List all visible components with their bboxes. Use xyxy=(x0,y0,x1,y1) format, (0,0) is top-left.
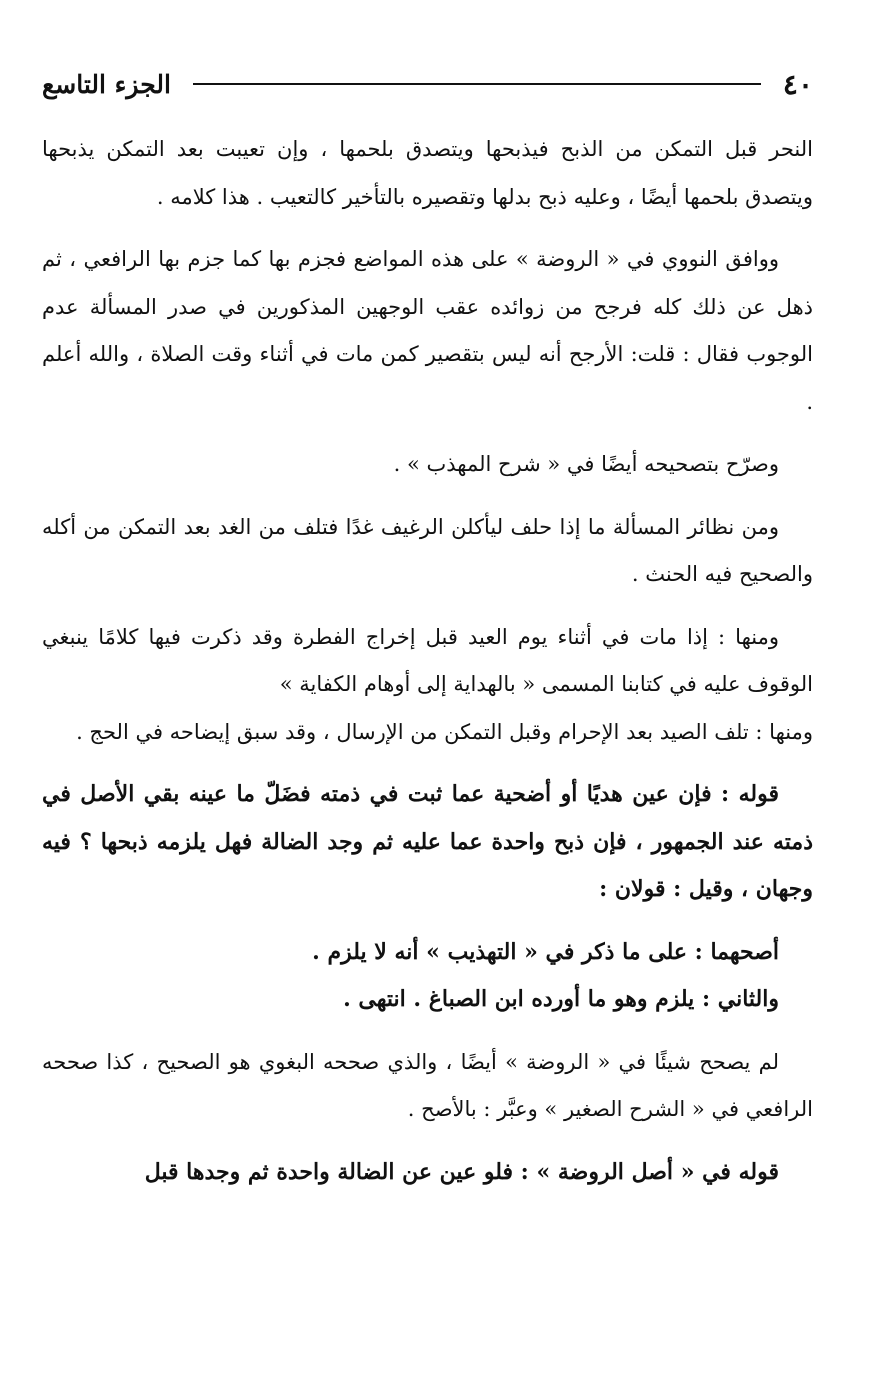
header-rule xyxy=(193,83,761,85)
paragraph: ومن نظائر المسألة ما إذا حلف ليأكلن الرغيف غدًا فتلف من الغد بعد التمكن من أكله والصحيح فيه الحنث . xyxy=(42,514,813,586)
page-header xyxy=(42,56,813,112)
running-title: الجزء التاسع xyxy=(42,69,171,99)
paragraph: وصرّح بتصحيحه أيضًا في « شرح المهذب » . xyxy=(393,452,779,476)
bold-paragraph: والثاني : يلزم وهو ما أورده ابن الصباغ . انتهى . xyxy=(343,986,779,1012)
bold-paragraph: قوله : فإن عين هديًا أو أضحية عما ثبت في ذمته فضَلّ ما عينه بقي الأصل في ذمته عند الجمهور ، فإن ذبح واحدة عما عليه ثم وجد الضالة فهل يلزمه ذبحها ؟ فيه وجهان ، وقيل : قولان : xyxy=(42,781,813,902)
bold-paragraph: أصحهما : على ما ذكر في « التهذيب » أنه لا يلزم . xyxy=(312,938,779,965)
bold-paragraph: قوله في « أصل الروضة » : فلو عين عن الضالة واحدة ثم وجدها قبل xyxy=(144,1158,779,1185)
page-body xyxy=(42,126,813,1196)
paragraph: ومنها : تلف الصيد بعد الإحرام وقبل التمكن من الإرسال ، وقد سبق إيضاحه في الحج . xyxy=(76,719,813,744)
page-number: ٤٠ xyxy=(782,67,813,101)
paragraph: لم يصحح شيئًا في « الروضة » أيضًا ، والذي صححه البغوي هو الصحيح ، كذا صححه الرافعي في « الشرح الصغير » وعبَّر : بالأصح . xyxy=(42,1049,813,1121)
paragraph: النحر قبل التمكن من الذبح فيذبحها ويتصدق بلحمها ، وإن تعيبت بعد التمكن يذبحها ويتصدق بلحمها أيضًا ، وعليه ذبح بدلها وتقصيره بالتأخير كالتعيب . هذا كلامه . xyxy=(42,137,813,209)
paragraph: ووافق النووي في « الروضة » على هذه المواضع فجزم بها كما جزم بها الرافعي ، ثم ذهل عن ذلك كله فرجح من زوائده عقب الوجهين المذكورين في صدر المسألة عدم الوجوب فقال : قلت: الأرجح أنه ليس بتقصير كمن مات في أثناء وقت الصلاة ، والله أعلم . xyxy=(42,247,813,414)
paragraph: ومنها : إذا مات في أثناء يوم العيد قبل إخراج الفطرة وقد ذكرت فيها كلامًا ينبغي الوقوف عليه في كتابنا المسمى « بالهداية إلى أوهام الكفاية » xyxy=(42,624,813,696)
